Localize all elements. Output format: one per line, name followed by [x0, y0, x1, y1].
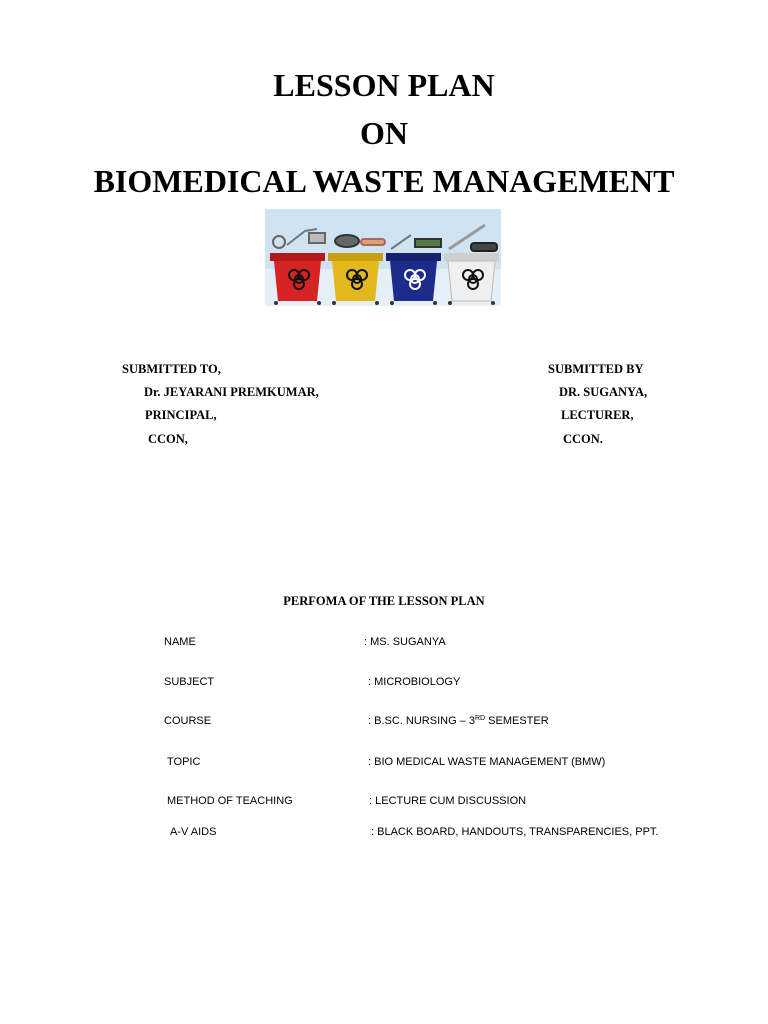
title-line-2: ON [360, 115, 408, 151]
submitted-by-designation: LECTURER, [561, 408, 634, 422]
submitted-by-institution: CCON. [563, 432, 603, 446]
row-label-av-aids: A-V AIDS [170, 826, 217, 838]
row-value-course: : B.SC. NURSING – 3RD SEMESTER [368, 715, 549, 727]
row-value-topic: : BIO MEDICAL WASTE MANAGEMENT (BMW) [368, 756, 606, 768]
submitted-to-institution: CCON, [148, 432, 188, 446]
row-value-av-aids: : BLACK BOARD, HANDOUTS, TRANSPARENCIES, PPT. [371, 826, 659, 838]
row-label-topic: TOPIC [167, 756, 201, 768]
row-label-subject: SUBJECT [164, 676, 215, 688]
submitted-to-name: Dr. JEYARANI PREMKUMAR, [144, 385, 319, 399]
row-label-course: COURSE [164, 715, 212, 727]
submitted-to-heading: SUBMITTED TO, [122, 362, 221, 376]
proforma-heading: PERFOMA OF THE LESSON PLAN [283, 594, 485, 608]
submitted-by-name: DR. SUGANYA, [559, 385, 648, 399]
submitted-to-designation: PRINCIPAL, [145, 408, 217, 422]
title-line-3: BIOMEDICAL WASTE MANAGEMENT [93, 163, 675, 199]
submitted-by-heading: SUBMITTED BY [548, 362, 644, 376]
row-value-name: : MS. SUGANYA [364, 636, 446, 648]
title-line-1: LESSON PLAN [273, 67, 495, 103]
row-value-method: : LECTURE CUM DISCUSSION [369, 795, 527, 807]
row-label-name: NAME [164, 636, 196, 648]
waste-bins-image [265, 209, 501, 306]
row-label-method: METHOD OF TEACHING [167, 795, 293, 807]
row-value-subject: : MICROBIOLOGY [368, 676, 461, 688]
